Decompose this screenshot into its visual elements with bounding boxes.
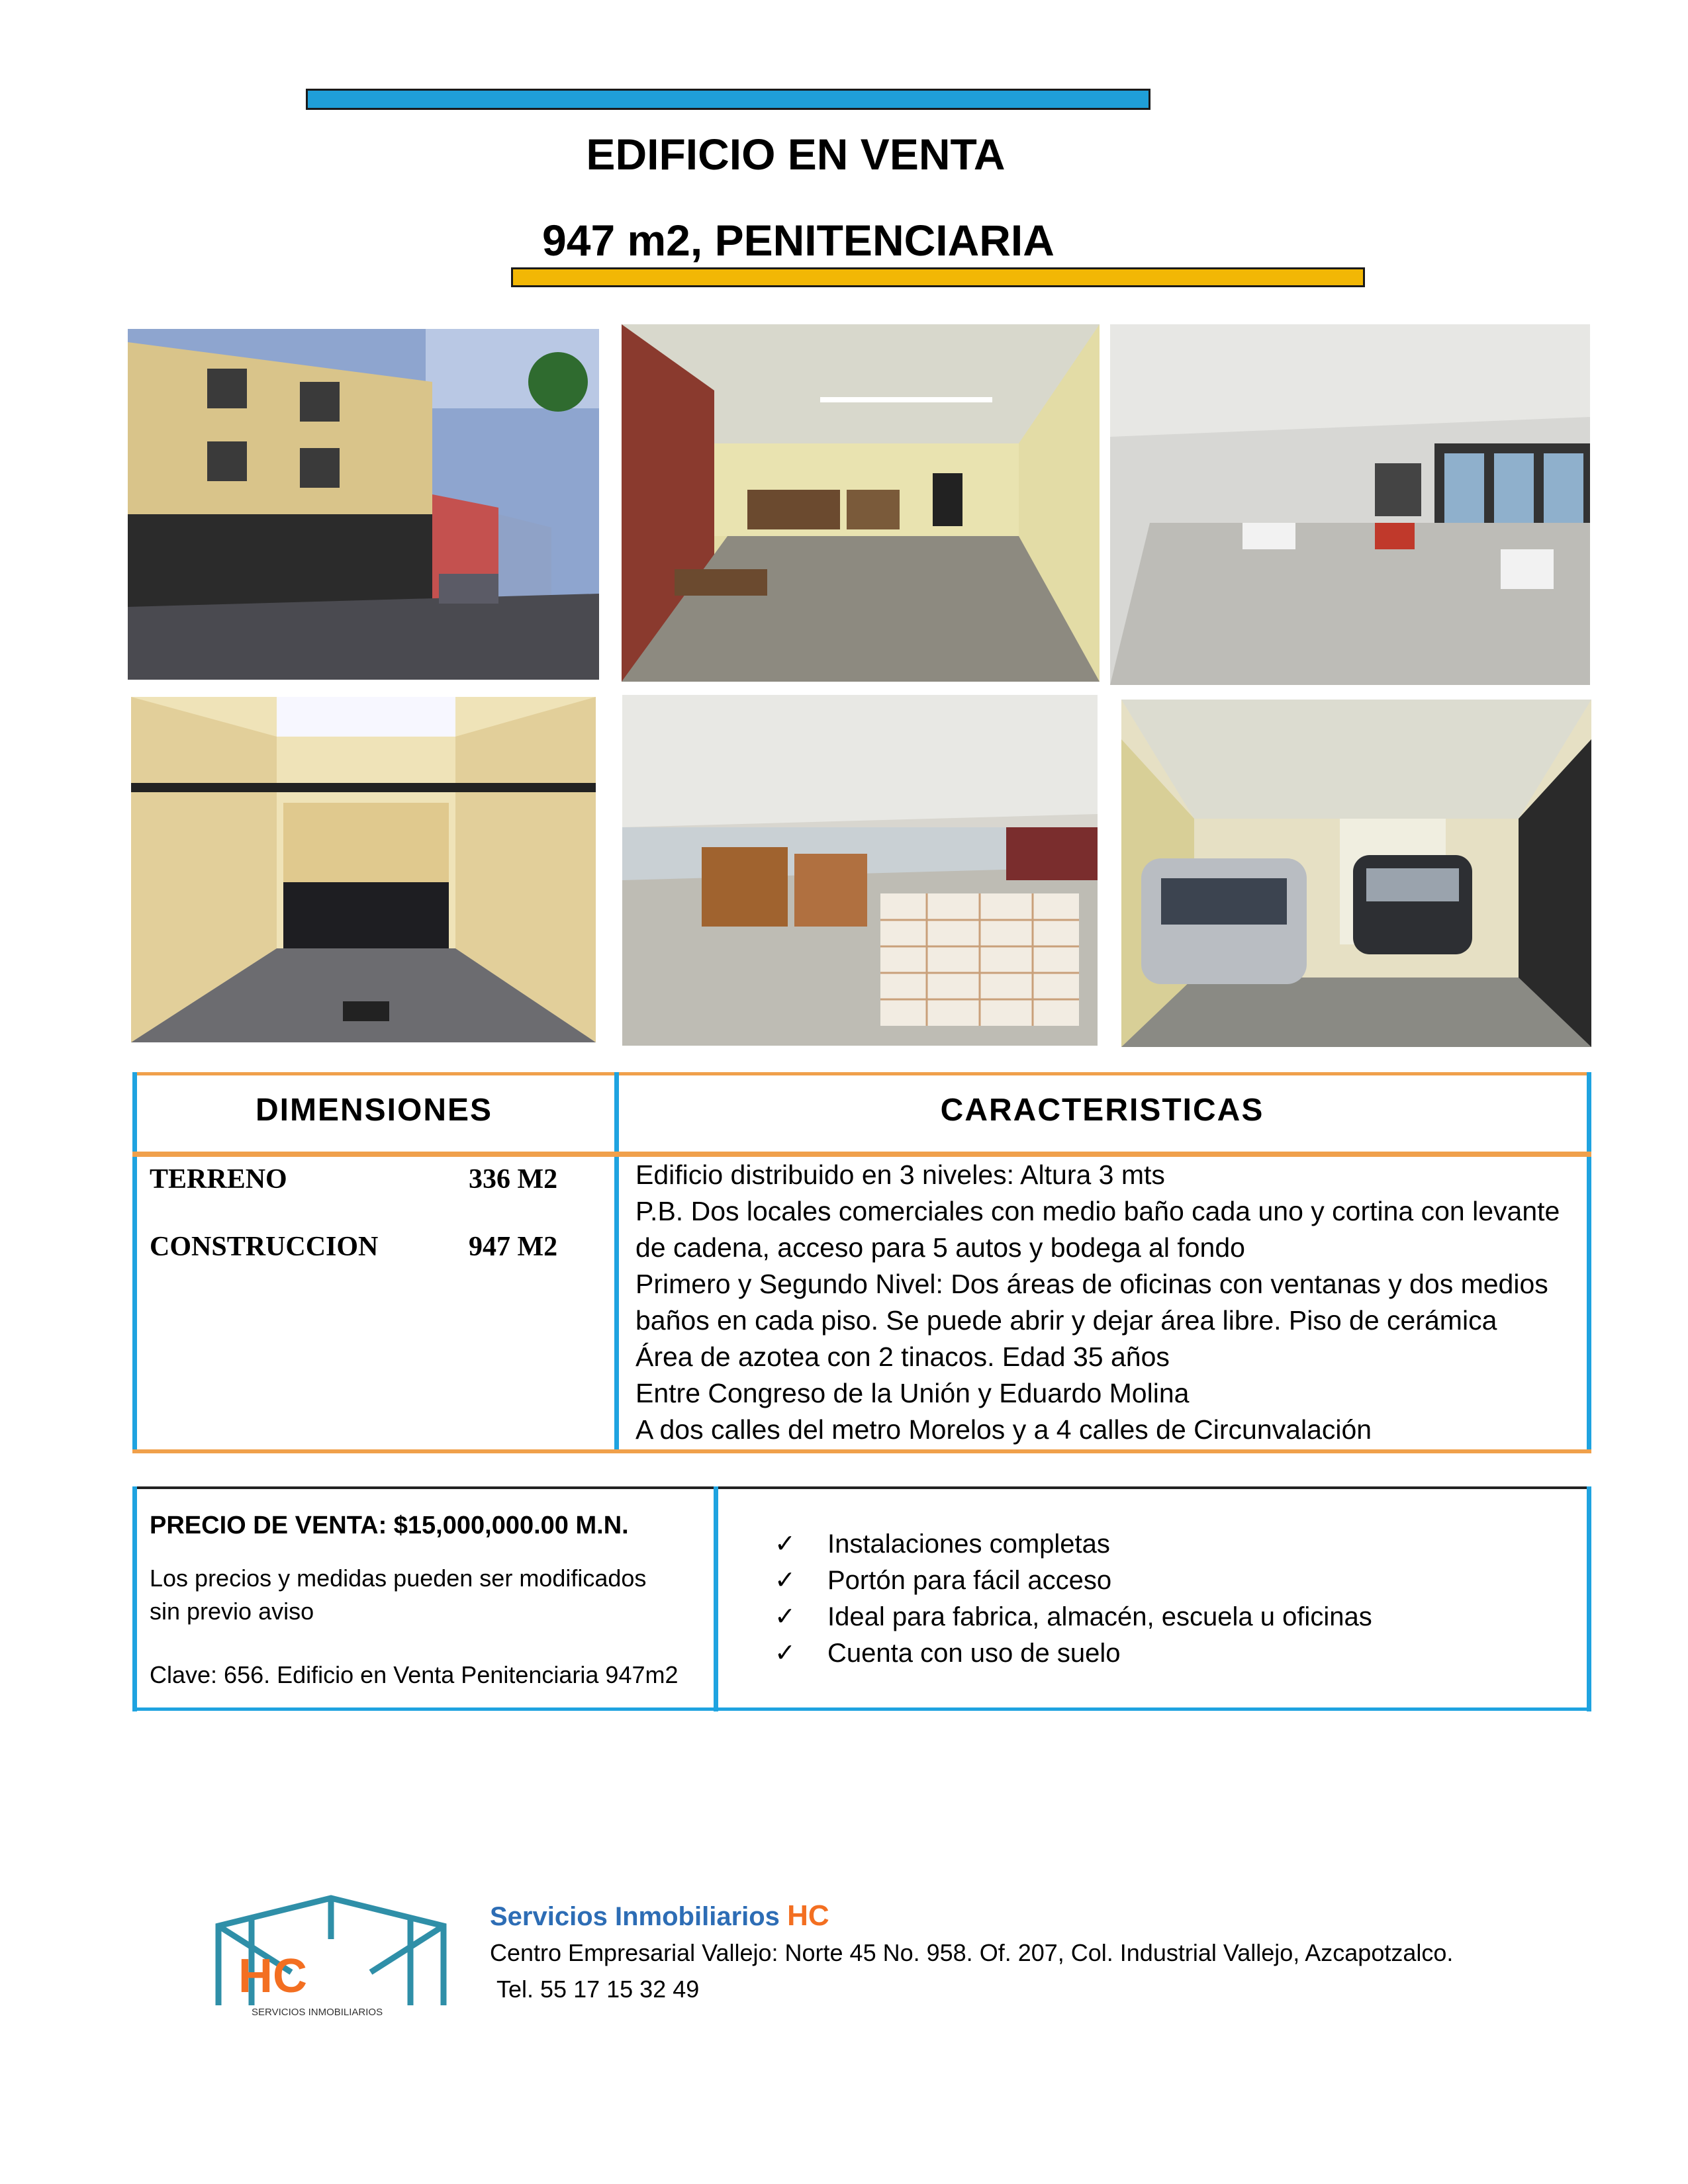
sale-price: PRECIO DE VENTA: $15,000,000.00 M.N. xyxy=(150,1512,629,1539)
construccion-value: 947 M2 xyxy=(469,1232,558,1262)
price-table xyxy=(132,1486,1591,1711)
terreno-label: TERRENO xyxy=(150,1164,287,1195)
table-border xyxy=(132,1072,1591,1075)
terreno-value: 336 M2 xyxy=(469,1164,558,1195)
header-blue-bar xyxy=(306,89,1150,110)
page-title: EDIFICIO EN VENTA xyxy=(586,130,1006,179)
price-note-line: sin previo aviso xyxy=(150,1598,314,1625)
company-address: Centro Empresarial Vallejo: Norte 45 No. 958. Of. 207, Col. Industrial Vallejo, Azcapotzalco. xyxy=(490,1939,1454,1966)
feature-text: Ideal para fabrica, almacén, escuela u oficinas xyxy=(827,1602,1372,1631)
table-border xyxy=(132,1707,1591,1711)
caracteristica-line: Primero y Segundo Nivel: Dos áreas de oficinas con ventanas y dos medios xyxy=(635,1269,1548,1299)
caracteristica-line: Entre Congreso de la Unión y Eduardo Molina xyxy=(635,1378,1190,1408)
company-phone: Tel. 55 17 15 32 49 xyxy=(496,1976,700,2003)
company-name-hc: HC xyxy=(787,1899,829,1932)
caracteristica-line: Edificio distribuido en 3 niveles: Altura 3 mts xyxy=(635,1160,1165,1190)
feature-item xyxy=(774,1563,1372,1599)
listing-code: Clave: 656. Edificio en Venta Penitenciaria 947m2 xyxy=(150,1661,679,1688)
company-logo xyxy=(212,1893,450,2019)
table-border xyxy=(132,1449,1591,1453)
features-list xyxy=(774,1526,1372,1672)
price-note-line: Los precios y medidas pueden ser modificados xyxy=(150,1565,647,1592)
construccion-label: CONSTRUCCION xyxy=(150,1232,379,1262)
office-floor-photo xyxy=(1110,324,1590,685)
warehouse-boxes-photo xyxy=(622,695,1098,1046)
dimensiones-header: DIMENSIONES xyxy=(255,1093,493,1128)
table-divider xyxy=(614,1072,619,1453)
table-header-divider xyxy=(132,1152,1591,1157)
checkmark-icon: ✓ xyxy=(774,1530,796,1558)
caracteristica-line: Área de azotea con 2 tinacos. Edad 35 años xyxy=(635,1342,1170,1372)
table-border xyxy=(1587,1486,1591,1711)
caracteristica-line: baños en cada piso. Se puede abrir y dejar área libre. Piso de cerámica xyxy=(635,1305,1497,1336)
office-interior-photo xyxy=(622,324,1100,682)
caracteristicas-header: CARACTERISTICAS xyxy=(940,1093,1264,1128)
company-name xyxy=(490,1899,829,1933)
checkmark-icon: ✓ xyxy=(774,1639,796,1667)
checkmark-icon: ✓ xyxy=(774,1567,796,1594)
company-name-text: Servicios Inmobiliarios xyxy=(490,1902,780,1931)
caracteristica-line: A dos calles del metro Morelos y a 4 calles de Circunvalación xyxy=(635,1414,1372,1445)
feature-item xyxy=(774,1526,1372,1563)
checkmark-icon: ✓ xyxy=(774,1603,796,1631)
caracteristicas-list xyxy=(635,1157,1575,1448)
table-border xyxy=(1587,1072,1591,1453)
feature-text: Portón para fácil acceso xyxy=(827,1566,1112,1595)
caracteristica-line: de cadena, acceso para 5 autos y bodega al fondo xyxy=(635,1232,1245,1263)
header-gold-bar xyxy=(511,267,1365,287)
table-border xyxy=(132,1486,137,1711)
feature-text: Instalaciones completas xyxy=(827,1529,1110,1559)
page-subtitle: 947 m2, PENITENCIARIA xyxy=(542,216,1055,265)
parking-cars-photo xyxy=(1121,700,1591,1047)
feature-item xyxy=(774,1599,1372,1635)
caracteristica-line: P.B. Dos locales comerciales con medio baño cada uno y cortina con levante xyxy=(635,1196,1560,1226)
feature-text: Cuenta con uso de suelo xyxy=(827,1639,1121,1668)
logo-subtext: SERVICIOS INMOBILIARIOS xyxy=(252,2007,383,2018)
courtyard-photo xyxy=(131,697,596,1042)
logo-text: HC xyxy=(238,1950,307,2003)
feature-item xyxy=(774,1635,1372,1672)
table-border xyxy=(132,1486,1591,1489)
table-divider xyxy=(714,1486,718,1711)
details-table xyxy=(132,1072,1591,1455)
table-border xyxy=(132,1072,137,1453)
building-exterior-photo xyxy=(128,329,599,680)
